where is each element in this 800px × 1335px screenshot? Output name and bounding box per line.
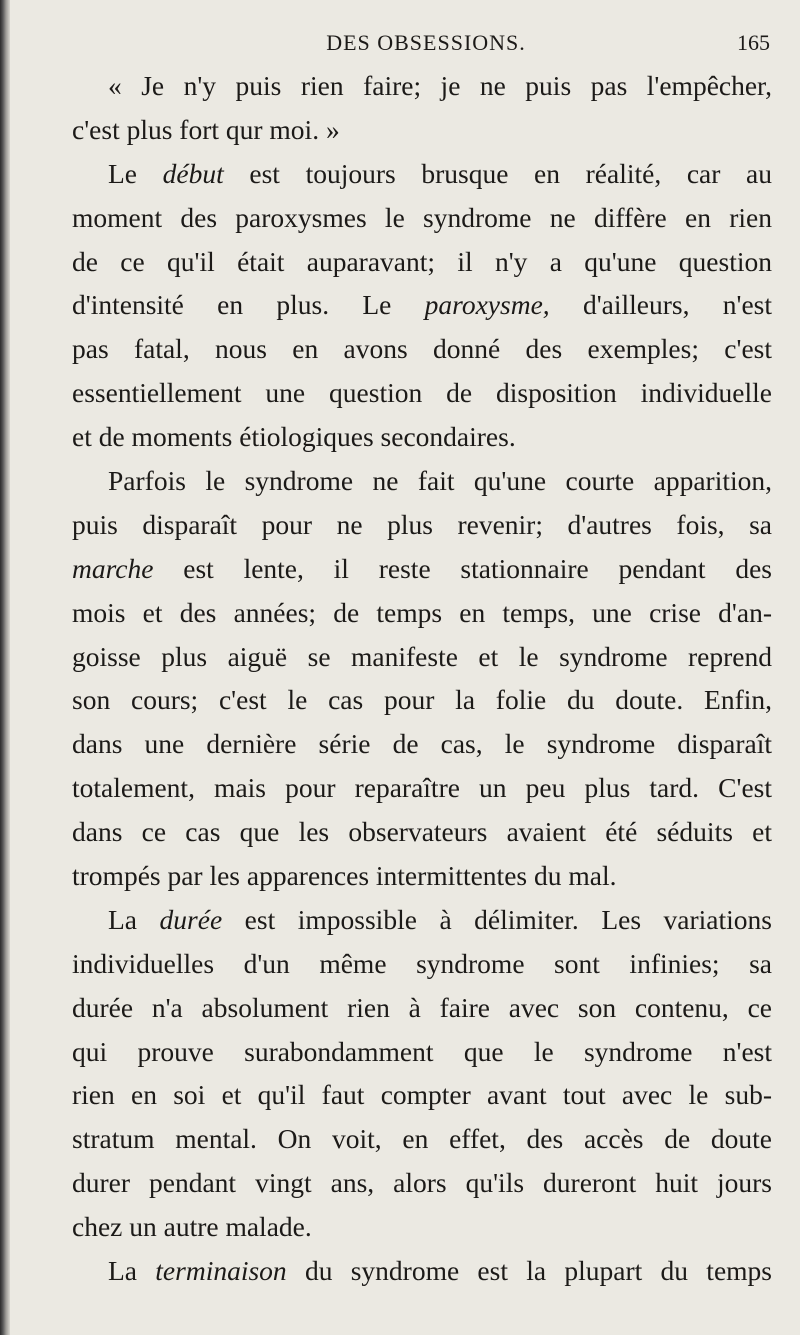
text-line: mois et des années; de temps en temps, une crise d'an-	[72, 596, 772, 628]
book-binding-edge	[0, 0, 10, 1335]
text-line: qui prouve surabondamment que le syndrome n'est	[72, 1035, 772, 1067]
text-line: marche est lente, il reste stationnaire pendant des	[72, 552, 772, 584]
text-line: rien en soi et qu'il faut compter avant tout avec le sub-	[72, 1079, 772, 1111]
running-head	[82, 30, 770, 60]
text-line: moment des paroxysmes le syndrome ne diffère en rien	[72, 201, 772, 233]
text-line: dans ce cas que les observateurs avaient été séduits et	[72, 816, 772, 848]
text-line: « Je n'y puis rien faire; je ne puis pas l'empêcher,	[108, 70, 772, 101]
text-line: d'intensité en plus. Le paroxysme, d'ailleurs, n'est	[72, 289, 772, 321]
text-line: c'est plus fort qur moi. »	[72, 113, 340, 145]
text-line: et de moments étiologiques secondaires.	[72, 421, 516, 453]
italic-term: marche	[72, 552, 154, 584]
text-line: stratum mental. On voit, en effet, des accès de doute	[72, 1123, 772, 1155]
text-line: durée n'a absolument rien à faire avec son contenu, ce	[72, 991, 772, 1023]
text-line: essentiellement une question de disposition individuelle	[72, 377, 772, 409]
text-line: pas fatal, nous en avons donné des exemples; c'est	[72, 333, 772, 365]
italic-term: paroxysme,	[424, 289, 550, 321]
text-line: de ce qu'il était auparavant; il n'y a qu'une question	[72, 245, 772, 277]
text-line: goisse plus aiguë se manifeste et le syndrome reprend	[72, 640, 772, 672]
text-line: son cours; c'est le cas pour la folie du doute. Enfin,	[72, 684, 772, 716]
text-line: durer pendant vingt ans, alors qu'ils dureront huit jours	[72, 1167, 772, 1199]
italic-term: terminaison	[155, 1255, 287, 1287]
text-line: chez un autre malade.	[72, 1211, 312, 1243]
italic-term: durée	[159, 903, 223, 935]
italic-term: début	[162, 157, 224, 189]
text-line: puis disparaît pour ne plus revenir; d'autres fois, sa	[72, 508, 772, 540]
text-line: La durée est impossible à délimiter. Les variations	[108, 903, 772, 935]
text-line: trompés par les apparences intermittentes du mal.	[72, 860, 617, 892]
body-text	[72, 64, 772, 1293]
running-title: DES OBSESSIONS.	[326, 30, 526, 55]
book-page	[10, 0, 800, 1335]
text-line: Parfois le syndrome ne fait qu'une courte apparition,	[108, 465, 772, 497]
page-number: 165	[737, 30, 770, 55]
text-line: dans une dernière série de cas, le syndrome disparaît	[72, 728, 772, 760]
text-line: individuelles d'un même syndrome sont infinies; sa	[72, 947, 772, 979]
text-line: Le début est toujours brusque en réalité, car au	[108, 157, 772, 189]
text-line: totalement, mais pour reparaître un peu plus tard. C'est	[72, 772, 772, 804]
text-line: La terminaison du syndrome est la plupart du temps	[108, 1255, 772, 1287]
